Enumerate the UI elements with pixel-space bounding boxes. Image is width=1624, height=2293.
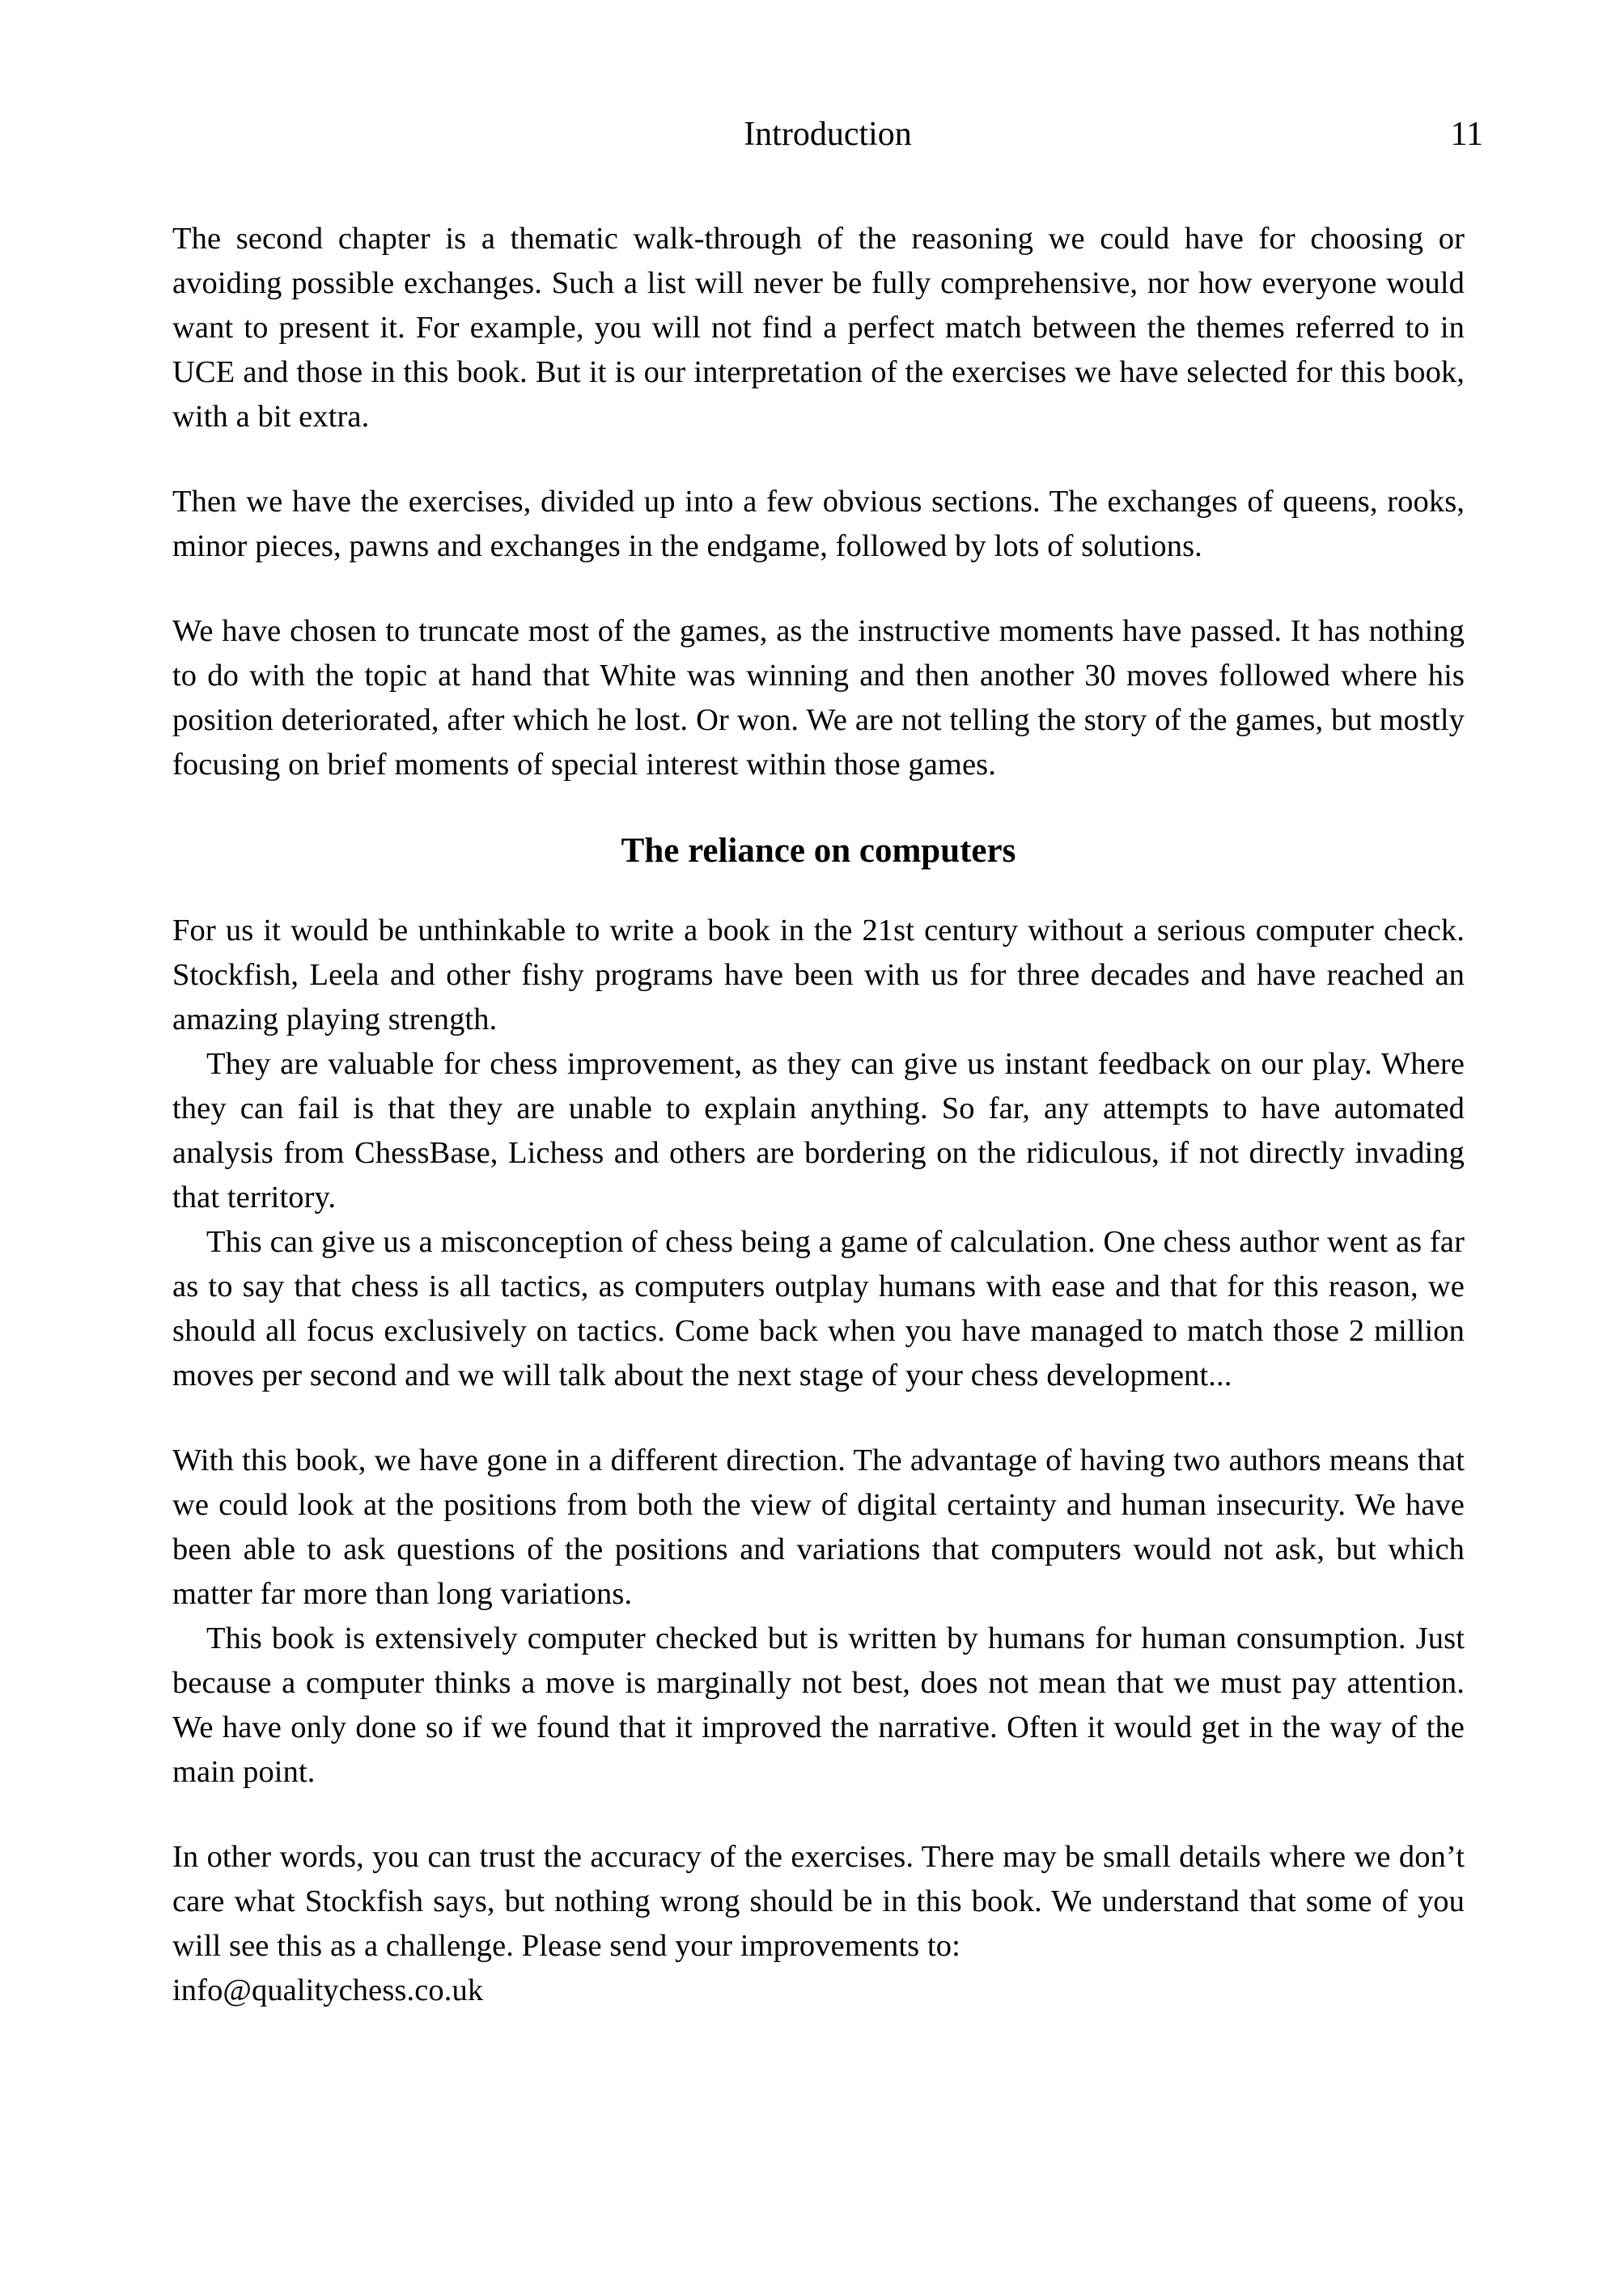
page-content bbox=[172, 217, 1465, 2013]
paragraph-truncate-games: We have chosen to truncate most of the games, as the instructive moments have passed. It has nothing to do with the topic at hand that White was winning and then another 30 moves followed where his position deteriorated, after which he lost. Or won. We are not telling the story of the games, but mostly focusing on brief moments of special interest within those games. bbox=[172, 614, 1465, 782]
section-heading-reliance-on-computers: The reliance on computers bbox=[621, 832, 1016, 870]
paragraph-computer-checked-humans: This book is extensively computer checked but is written by humans for human consumption. Just because a computer thinks a move is marginally not best, does not mean that we must pay attention. We have only done so if we found that it improved the narrative. Often it would get in the way of the main point. bbox=[172, 1621, 1465, 1789]
email-text: info@qualitychess.co.uk bbox=[172, 1973, 484, 2007]
page-number: 11 bbox=[1450, 116, 1483, 153]
paragraph-computer-check: For us it would be unthinkable to write a book in the 21st century without a serious computer check. Stockfish, Leela and other fishy programs have been with us for three decades and have reached an amazing playing strength. bbox=[172, 913, 1465, 1036]
paragraph-second-chapter: The second chapter is a thematic walk-through of the reasoning we could have for choosing or avoiding possible exchanges. Such a list will never be fully comprehensive, nor how everyone would want to present it. For example, you will not find a perfect match between the themes referred to in UCE and those in this book. But it is our interpretation of the exercises we have selected for this book, with a bit extra. bbox=[172, 222, 1465, 434]
paragraph-trust-accuracy: In other words, you can trust the accuracy of the exercises. There may be small details where we don’t care what Stockfish says, but nothing wrong should be in this book. We understand that some of you will see this as a challenge. Please send your improvements to: bbox=[172, 1840, 1465, 1963]
page-title: Introduction bbox=[744, 116, 912, 153]
paragraph-valuable-for-improvement: They are valuable for chess improvement, as they can give us instant feedback on our play. Where they can fail is that they are unable to explain anything. So far, any attempts to have automated analysis from ChessBase, Lichess and others are bordering on the ridiculous, if not directly invading that territory. bbox=[172, 1047, 1465, 1214]
paragraph-exercises-sections: Then we have the exercises, divided up into a few obvious sections. The exchanges of queens, rooks, minor pieces, pawns and exchanges in the endgame, followed by lots of solutions. bbox=[172, 485, 1465, 563]
paragraph-misconception-calculation: This can give us a misconception of chess being a game of calculation. One chess author went as far as to say that chess is all tactics, as computers outplay humans with ease and that for this reason, we should all focus exclusively on tactics. Come back when you have managed to match those 2 million moves per second and we will talk about the next stage of your chess development... bbox=[172, 1225, 1465, 1392]
paragraph-different-direction: With this book, we have gone in a different direction. The advantage of having two authors means that we could look at the positions from both the view of digital certainty and human insecurity. We have been able to ask questions of the positions and variations that computers would not ask, but which matter far more than long variations. bbox=[172, 1443, 1465, 1611]
page-header bbox=[172, 112, 1483, 157]
